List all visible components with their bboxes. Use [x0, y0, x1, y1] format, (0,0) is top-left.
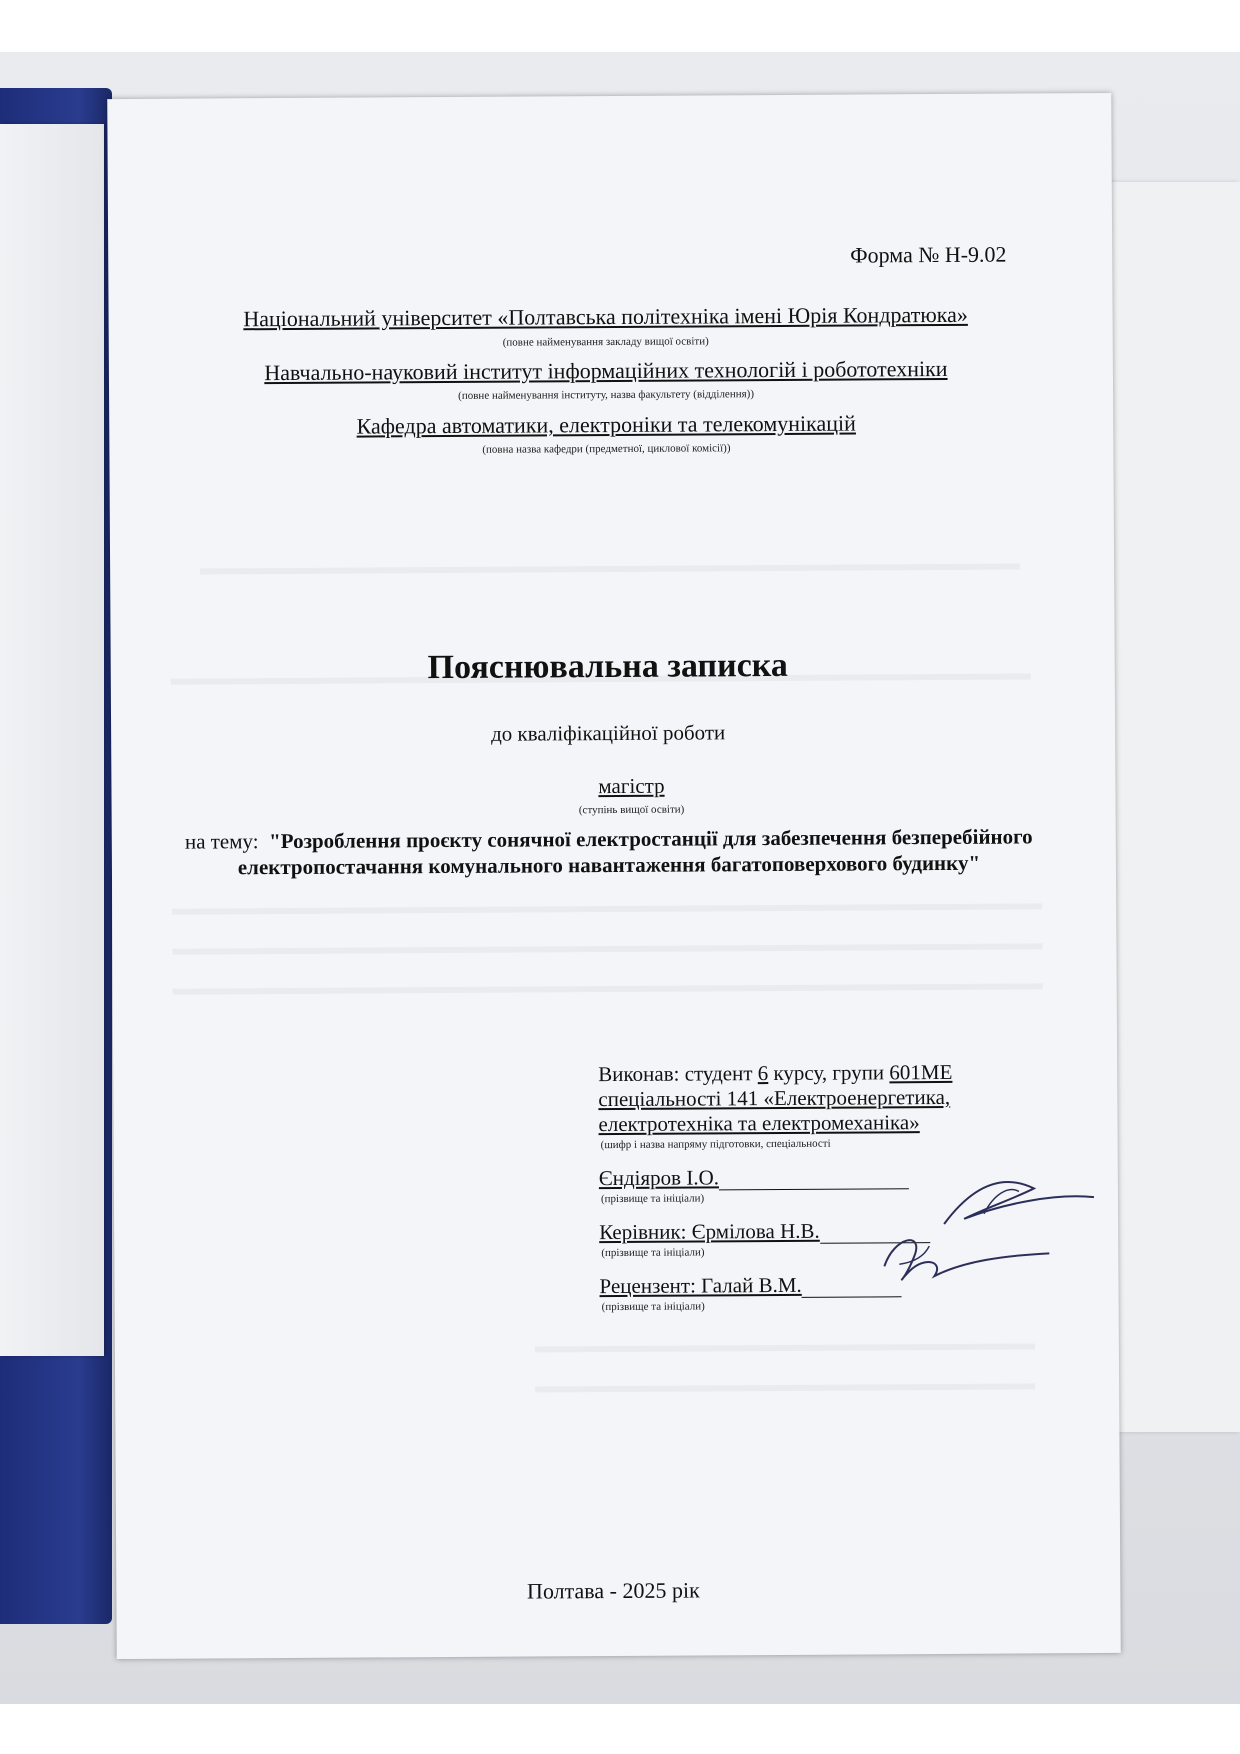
- reviewer-hint: (прізвище та ініціали): [601, 1300, 705, 1314]
- institute-hint: (повне найменування інституту, назва факультету (відділення)): [458, 388, 754, 402]
- bleed-through-text: [200, 564, 1020, 575]
- supervisor-name: Керівник: Єрмілова Н.В.: [599, 1218, 820, 1245]
- bleed-through-text: [172, 943, 1042, 954]
- performer-line: [598, 1059, 1048, 1087]
- right-underlying-sheet: [1110, 182, 1240, 1432]
- course-number: 6: [757, 1061, 769, 1086]
- degree-hint: (ступінь вищої освіти): [578, 803, 685, 817]
- course-word: курсу, групи: [773, 1060, 885, 1086]
- document-title: Пояснювальна записка: [427, 646, 788, 687]
- student-sign-line: [719, 1170, 909, 1190]
- institute-name: Навчально-науковий інститут інформаційних технологій і робототехніки: [264, 355, 948, 386]
- topic-text: "Розроблення проєкту сонячної електростанції для забезпечення безперебійного електропостачання комунального навантаження багатоповерхового будинку": [237, 824, 1033, 880]
- thesis-topic: [169, 823, 1049, 880]
- supervisor-signature-image: [854, 1225, 1054, 1296]
- group-code: 601МЕ: [889, 1059, 953, 1085]
- student-hint: (прізвище та ініціали): [600, 1192, 705, 1206]
- university-hint: (повне найменування закладу вищої освіти): [502, 335, 709, 349]
- photo-background: [0, 52, 1240, 1704]
- city-year: Полтава - 2025 рік: [526, 1577, 700, 1604]
- bleed-through-text: [535, 1383, 1035, 1392]
- left-underlying-sheet: [0, 124, 104, 1356]
- bleed-through-text: [172, 903, 1042, 914]
- performer-prefix: Виконав: студент: [598, 1061, 753, 1087]
- university-name: Національний університет «Полтавська політехніка імені Юрія Кондратюка»: [243, 301, 968, 332]
- document-subtitle: до кваліфікаційної роботи: [490, 720, 726, 746]
- title-page: [107, 93, 1121, 1659]
- bleed-through-text: [173, 983, 1043, 994]
- topic-prefix: на тему:: [184, 829, 259, 854]
- specialty-hint: (шифр і назва напряму підготовки, спеціальності: [600, 1137, 831, 1152]
- degree-value: магістр: [598, 773, 665, 799]
- specialty-line-1: спеціальності 141 «Електроенергетика,: [598, 1084, 951, 1112]
- supervisor-hint: (прізвище та ініціали): [601, 1246, 705, 1260]
- department-name: Кафедра автоматики, електроніки та телекомунікацій: [356, 410, 856, 439]
- specialty-line-2: електротехніка та електромеханіка»: [598, 1110, 920, 1137]
- bleed-through-text: [535, 1343, 1035, 1352]
- reviewer-name: Рецензент: Галай В.М.: [599, 1272, 802, 1299]
- department-hint: (повна назва кафедри (предметної, циклової комісії)): [482, 442, 731, 456]
- form-number: Форма № Н-9.02: [850, 241, 1007, 268]
- student-name: Єндіяров І.О.: [598, 1165, 720, 1191]
